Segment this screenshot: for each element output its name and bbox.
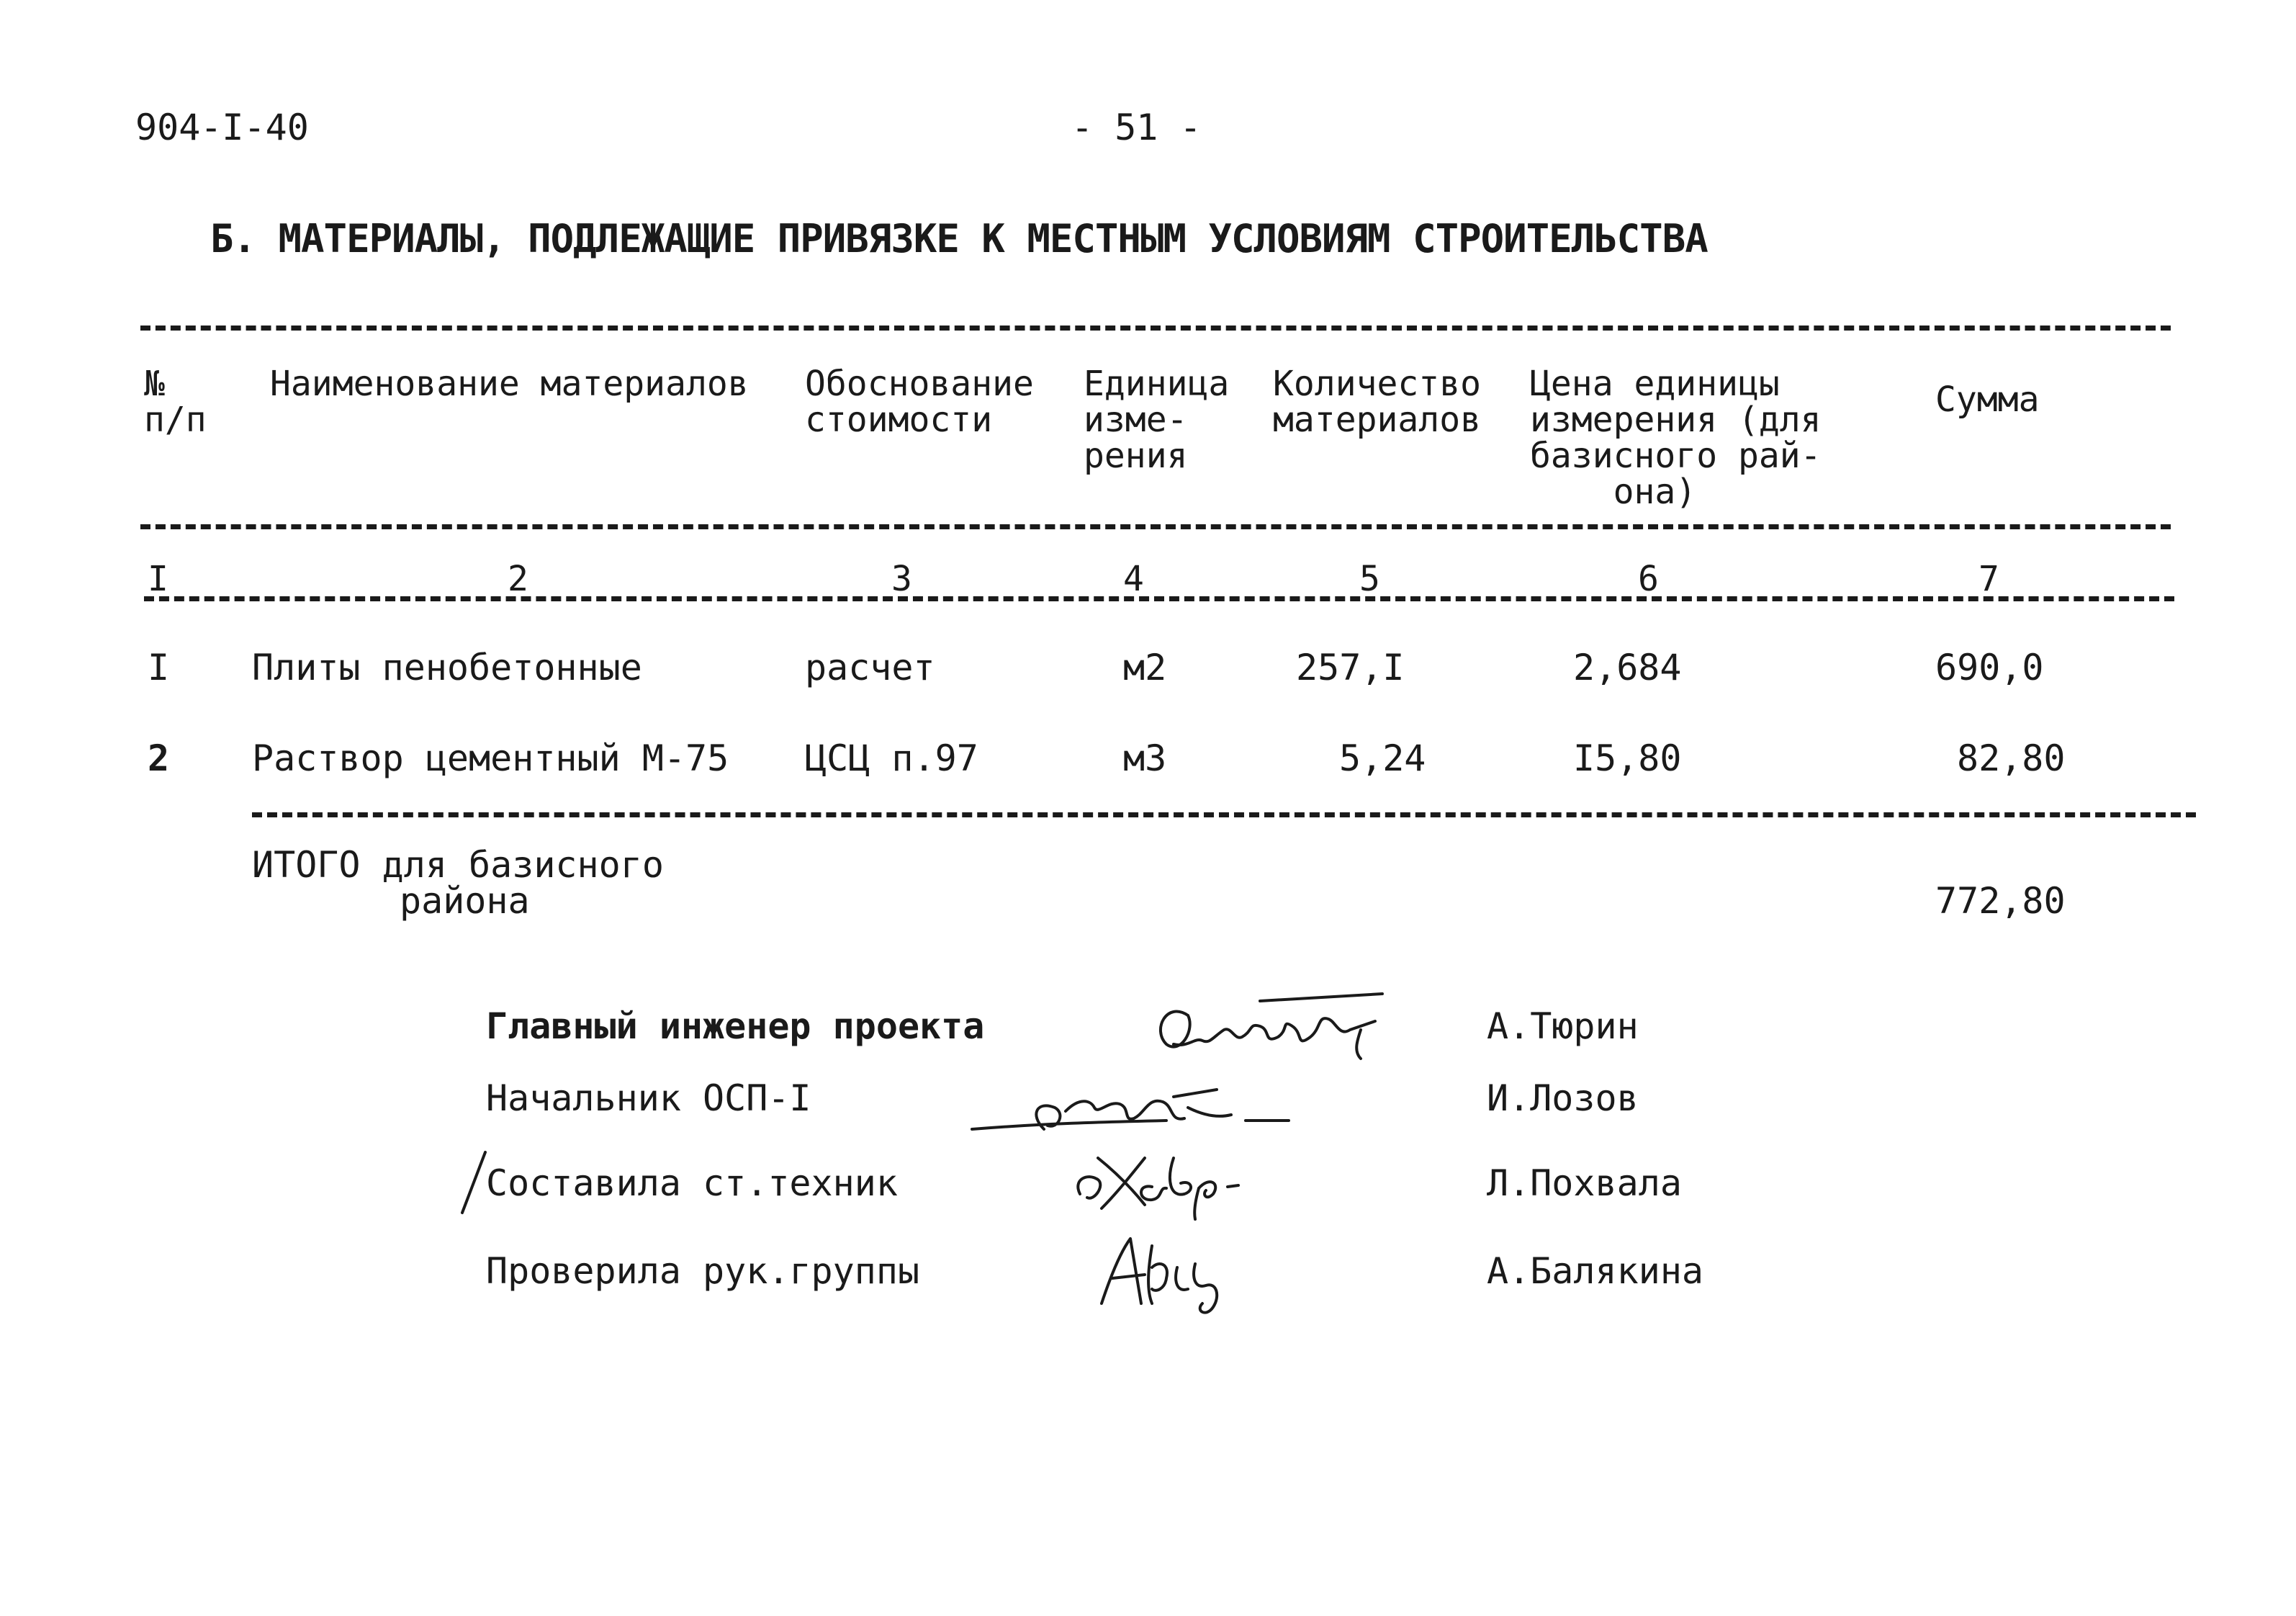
- signature-name-department-head: И.Лозов: [1487, 1077, 1639, 1119]
- column-number-2: 2: [508, 559, 528, 599]
- header-unit: Единица изме- рения: [1084, 364, 1230, 476]
- header-bottom-rule: [140, 524, 2171, 529]
- row-2-name: Раствор цементный М-75: [252, 737, 729, 779]
- header-material-name: Наименование материалов: [270, 364, 749, 404]
- column-number-3: 3: [891, 559, 912, 599]
- row-2-basis: ЦСЦ п.97: [805, 737, 978, 779]
- header-unit-price: Цена единицы измерения (для базисного рай- она): [1530, 364, 1822, 512]
- column-number-5: 5: [1359, 559, 1380, 599]
- slash-mark: [459, 1151, 488, 1216]
- row-1-name: Плиты пенобетонные: [252, 647, 642, 688]
- handwritten-signature-2: [958, 1057, 1332, 1151]
- row-2-price: I5,80: [1573, 737, 1682, 779]
- signature-name-group-leader: А.Балякина: [1487, 1250, 1704, 1292]
- column-number-6: 6: [1638, 559, 1659, 599]
- row-2-num: 2: [148, 737, 170, 779]
- handwritten-signature-1: [1145, 987, 1390, 1066]
- column-number-1: I: [148, 559, 168, 599]
- header-num: № п/п: [144, 364, 207, 440]
- handwritten-signature-4: [1080, 1224, 1253, 1332]
- row-2-unit: м3: [1123, 737, 1167, 779]
- table-bottom-rule: [252, 812, 2196, 817]
- row-1-basis: расчет: [805, 647, 935, 688]
- signature-role-compiler: Составила ст.техник: [486, 1162, 898, 1204]
- total-label: ИТОГО для базисного: [252, 844, 664, 886]
- column-number-4: 4: [1123, 559, 1144, 599]
- signature-name-compiler: Л.Похвала: [1487, 1162, 1682, 1204]
- section-title: Б. МАТЕРИАЛЫ, ПОДЛЕЖАЩИЕ ПРИВЯЗКЕ К МЕСТНЫМ УСЛОВИЯМ СТРОИТЕЛЬСТВА: [210, 216, 1708, 261]
- row-2-sum: 82,80: [1957, 737, 2066, 779]
- row-1-unit: м2: [1123, 647, 1167, 688]
- signature-name-chief-engineer: А.Тюрин: [1487, 1005, 1639, 1047]
- table-top-rule: [140, 326, 2171, 331]
- row-2-quantity: 5,24: [1339, 737, 1426, 779]
- column-numbers-rule: [144, 596, 2174, 601]
- row-1-quantity: 257,I: [1296, 647, 1405, 688]
- signature-role-chief-engineer: Главный инженер проекта: [486, 1005, 985, 1047]
- header-cost-basis: Обоснование стоимости: [805, 364, 1034, 440]
- total-sum: 772,80: [1935, 880, 2066, 922]
- row-1-num: I: [148, 647, 170, 688]
- document-code: 904-I-40: [135, 107, 309, 148]
- header-quantity: Количество материалов: [1273, 364, 1481, 440]
- row-1-sum: 690,0: [1935, 647, 2044, 688]
- header-sum: Сумма: [1935, 380, 2040, 420]
- signature-role-department-head: Начальник ОСП-I: [486, 1077, 811, 1119]
- page-number: - 51 -: [1071, 107, 1202, 148]
- row-1-price: 2,684: [1573, 647, 1682, 688]
- handwritten-signature-3: [1066, 1144, 1296, 1223]
- column-number-7: 7: [1978, 559, 1999, 599]
- total-label-line2: района: [400, 880, 530, 922]
- signature-role-group-leader: Проверила рук.группы: [486, 1250, 920, 1292]
